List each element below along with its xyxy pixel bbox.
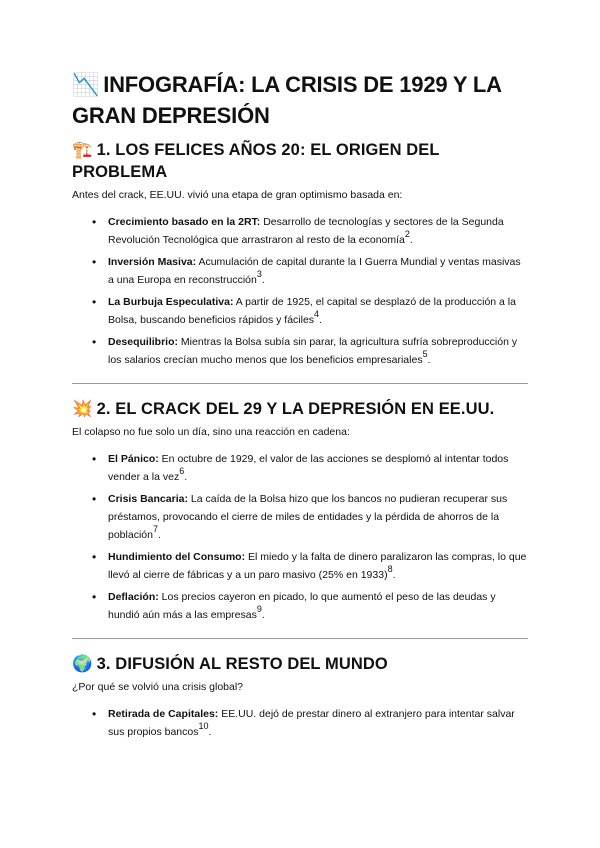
globe-icon: 🌍 xyxy=(72,654,93,673)
item-end: . xyxy=(184,471,188,483)
footnote-ref[interactable]: 7 xyxy=(152,524,158,534)
item-text: En octubre de 1929, el valor de las acciones se desplomó al intentar todos vender a la vez xyxy=(108,453,509,483)
section-divider xyxy=(72,383,528,384)
item-text: Mientras la Bolsa subía sin parar, la agricultura sufría sobreproducción y los salarios crecían mucho menos que los beneficios empresariales xyxy=(108,336,518,366)
chart-decreasing-icon: 📉 xyxy=(72,73,100,98)
item-end: . xyxy=(319,314,322,326)
section-3 xyxy=(72,653,528,741)
list-item xyxy=(108,548,528,584)
item-term: Crecimiento basado en la 2RT: xyxy=(108,216,261,228)
section-1-list xyxy=(72,213,528,369)
item-term: Desequilibrio: xyxy=(108,336,179,348)
collision-icon: 💥 xyxy=(72,399,93,418)
list-item xyxy=(108,293,528,329)
item-end: . xyxy=(261,274,265,286)
footnote-ref[interactable]: 2 xyxy=(404,229,410,239)
section-1 xyxy=(72,139,528,369)
item-end: . xyxy=(392,569,396,581)
list-item xyxy=(108,490,528,544)
section-1-heading-text: 1. LOS FELICES AÑOS 20: EL ORIGEN DEL PROBLEMA xyxy=(72,141,440,181)
item-text: Acumulación de capital durante la I Guerra Mundial y ventas masivas a una Europa en reconstrucción xyxy=(108,256,521,286)
footnote-ref[interactable]: 5 xyxy=(422,349,428,359)
footnote-ref[interactable]: 6 xyxy=(179,466,185,476)
construction-crane-icon: 🏗️ xyxy=(72,140,93,159)
item-text: El miedo y la falta de dinero paralizaron las compras, lo que llevó al cierre de fábricas y a un paro masivo (25% en 1933) xyxy=(108,551,527,581)
section-2 xyxy=(72,398,528,624)
item-term: Retirada de Capitales: xyxy=(108,708,219,720)
list-item xyxy=(108,213,528,249)
item-end: . xyxy=(427,354,431,366)
list-item xyxy=(108,705,528,741)
document-title xyxy=(72,70,528,131)
item-text: La caída de la Bolsa hizo que los bancos no pudieran recuperar sus préstamos, provocando el cierre de miles de entidades y la pérdida de ahorros de la población xyxy=(108,493,508,541)
item-end: . xyxy=(409,234,413,246)
document-title-text: INFOGRAFÍA: LA CRISIS DE 1929 Y LA GRAN DEPRESIÓN xyxy=(72,72,502,128)
item-term: El Pánico: xyxy=(108,453,159,465)
item-end: . xyxy=(157,529,161,541)
list-item xyxy=(108,333,528,369)
section-3-heading xyxy=(72,653,528,675)
section-1-heading xyxy=(72,139,528,183)
section-divider xyxy=(72,638,528,639)
list-item xyxy=(108,588,528,624)
section-3-list xyxy=(72,705,528,741)
section-3-heading-text: 3. DIFUSIÓN AL RESTO DEL MUNDO xyxy=(96,655,388,673)
section-2-heading xyxy=(72,398,528,420)
footnote-ref[interactable]: 8 xyxy=(387,564,393,574)
footnote-ref[interactable]: 4 xyxy=(314,309,320,319)
section-3-intro: ¿Por qué se volvió una crisis global? xyxy=(72,681,244,693)
item-term: La Burbuja Especulativa: xyxy=(108,296,234,308)
item-term: Deflación: xyxy=(108,591,159,603)
section-1-intro: Antes del crack, EE.UU. vivió una etapa de gran optimismo basada en: xyxy=(72,189,403,201)
item-text: EE.UU. dejó de prestar dinero al extranjero para intentar salvar sus propios bancos xyxy=(108,708,515,738)
list-item xyxy=(108,253,528,289)
item-term: Crisis Bancaria: xyxy=(108,493,188,505)
item-text: Desarrollo de tecnologías y sectores de la Segunda Revolución Tecnológica que arrastraron al resto de la economía xyxy=(108,216,504,246)
footnote-ref[interactable]: 3 xyxy=(256,269,262,279)
document-page xyxy=(72,70,528,745)
section-2-heading-text: 2. EL CRACK DEL 29 Y LA DEPRESIÓN EN EE.UU. xyxy=(96,400,495,418)
section-2-intro: El colapso no fue solo un día, sino una reacción en cadena: xyxy=(72,426,350,438)
list-item xyxy=(108,450,528,486)
item-end: . xyxy=(261,609,265,621)
item-text: A partir de 1925, el capital se desplazó de la producción a la Bolsa, buscando beneficios rápidos y fáciles xyxy=(108,296,516,326)
section-2-list xyxy=(72,450,528,624)
item-term: Inversión Masiva: xyxy=(108,256,197,268)
item-text: Los precios cayeron en picado, lo que aumentó el peso de las deudas y hundió aún más a las empresas xyxy=(108,591,496,621)
item-term: Hundimiento del Consumo: xyxy=(108,551,246,563)
footnote-ref[interactable]: 9 xyxy=(256,604,262,614)
footnote-ref[interactable]: 10 xyxy=(198,721,209,731)
item-end: . xyxy=(208,726,212,738)
